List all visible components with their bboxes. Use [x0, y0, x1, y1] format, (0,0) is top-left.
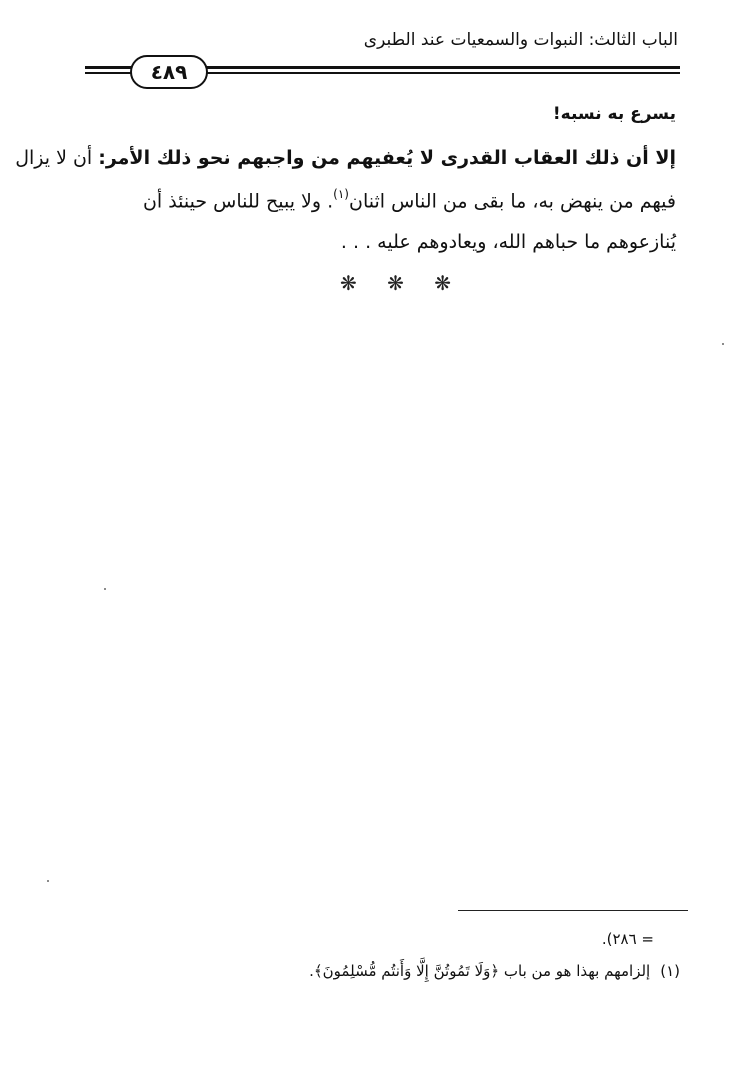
- footnote-continuation: = ٢٨٦).: [601, 930, 654, 948]
- scan-speck: [722, 343, 724, 345]
- body-line-2-rest: أن لا يزال: [15, 147, 99, 169]
- body-line-3-b: . ولا يبيح للناس حينئذ أن: [142, 190, 334, 213]
- body-line-3-a: فيهم من ينهض به، ما بقى من الناس اثنان: [348, 190, 676, 213]
- footnote-1-number: (١): [660, 962, 680, 980]
- footnote-1-text: إلزامهم بهذا هو من باب ﴿وَلَا تَمُوتُنَّ إِلَّا وَأَنتُم مُّسْلِمُونَ﴾.: [309, 962, 651, 980]
- scan-speck: [47, 880, 49, 882]
- page-number: ٤٨٩: [130, 55, 208, 89]
- section-end-ornaments: ❋ ❋ ❋: [340, 271, 463, 295]
- body-line-2: [15, 147, 676, 169]
- body-line-3: [143, 189, 676, 212]
- body-line-2-bold: إلا أن ذلك العقاب القدرى لا يُعفيهم من واجبهم نحو ذلك الأمر:: [98, 147, 676, 169]
- body-line-4: يُنازعوهم ما حباهم الله، ويعادوهم عليه . . .: [340, 231, 676, 253]
- scan-speck: [104, 588, 106, 590]
- running-head: الباب الثالث: النبوات والسمعيات عند الطبرى: [363, 30, 678, 50]
- footnote-1: [309, 962, 680, 980]
- body-line-1: يسرع به نسبه!: [552, 104, 676, 124]
- footnote-separator: [458, 910, 688, 911]
- footnote-reference: (١): [333, 187, 349, 201]
